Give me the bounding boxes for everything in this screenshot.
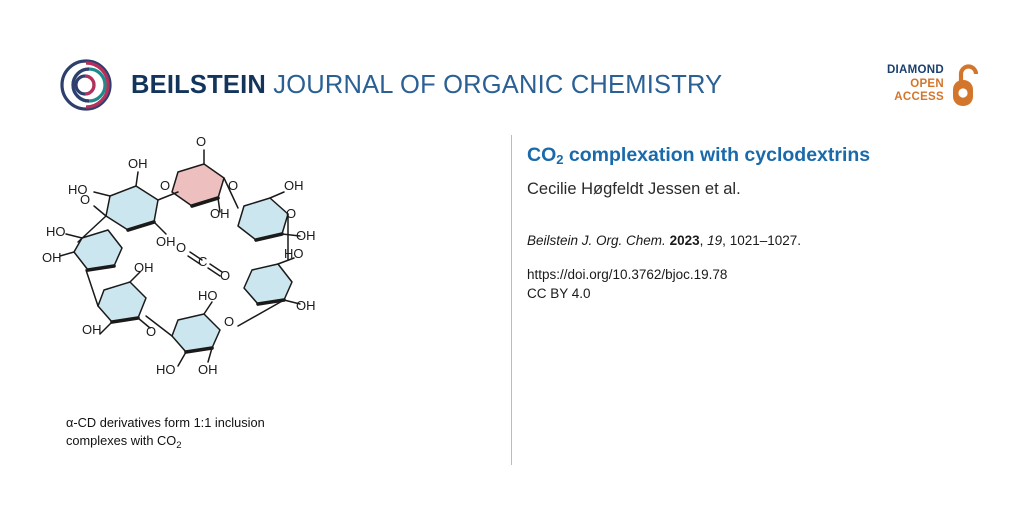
citation-year: 2023 <box>669 233 700 248</box>
label-oh: OH <box>134 260 154 275</box>
article-title-subscript: 2 <box>556 152 564 167</box>
column-divider <box>511 135 512 465</box>
article-citation: Beilstein J. Org. Chem. 2023, 19, 1021–1027. <box>527 233 802 248</box>
journal-title <box>131 71 722 100</box>
caption-line2-subscript: 2 <box>176 440 182 451</box>
label-oh: OH <box>128 156 148 171</box>
open-lock-icon <box>952 62 982 108</box>
article-title-part1: CO <box>527 144 557 166</box>
citation-volume: 19 <box>707 233 723 248</box>
article-authors: Cecilie Høgfeldt Jessen et al. <box>527 180 741 198</box>
label-o: O <box>286 206 297 221</box>
label-o: O <box>228 178 239 193</box>
label-o: O <box>146 324 157 339</box>
article-info <box>527 143 957 303</box>
label-ho: HO <box>156 362 176 377</box>
alpha-cyclodextrin-co2-structure-icon <box>38 130 338 395</box>
label-o: O <box>80 192 91 207</box>
label-o: O <box>176 240 187 255</box>
label-oh: OH <box>82 322 102 337</box>
label-ho: HO <box>68 182 88 197</box>
label-oh: OH <box>210 206 230 221</box>
caption-line1: α-CD derivatives form 1:1 inclusion <box>66 415 265 430</box>
beilstein-spiral-logo-icon <box>58 57 114 113</box>
label-ho: HO <box>284 246 304 261</box>
label-ho: HO <box>198 288 218 303</box>
article-doi-link[interactable]: https://doi.org/10.3762/bjoc.19.78 <box>527 267 728 282</box>
open-access-badge <box>872 62 982 110</box>
open-access-line1: DIAMOND <box>886 64 944 76</box>
label-o: O <box>160 178 171 193</box>
label-ho: HO <box>46 224 66 239</box>
article-license[interactable]: CC BY 4.0 <box>527 286 591 301</box>
label-o: O <box>220 268 231 283</box>
citation-journal: Beilstein J. Org. Chem. <box>527 233 666 248</box>
label-o: O <box>224 314 235 329</box>
label-oh: OH <box>296 228 316 243</box>
open-access-line3: ACCESS <box>894 91 944 103</box>
article-title-part2: complexation with cyclodextrins <box>563 144 871 166</box>
label-c: C <box>198 254 208 269</box>
label-oh: OH <box>198 362 218 377</box>
label-oh: OH <box>42 250 62 265</box>
caption-line2: complexes with CO <box>66 433 177 448</box>
graphical-abstract <box>38 130 338 395</box>
graphical-abstract-caption <box>66 414 346 452</box>
label-oh: OH <box>284 178 304 193</box>
citation-pages: 1021–1027. <box>729 233 802 248</box>
open-access-text <box>872 64 944 105</box>
open-access-line2: OPEN <box>910 77 944 90</box>
journal-title-bold: BEILSTEIN <box>131 71 266 99</box>
page-header <box>0 0 1024 128</box>
label-oh: OH <box>296 298 316 313</box>
label-o: O <box>196 134 207 149</box>
article-title[interactable] <box>527 143 957 169</box>
journal-title-light: JOURNAL OF ORGANIC CHEMISTRY <box>265 71 723 99</box>
label-oh: OH <box>156 234 176 249</box>
article-doi-block <box>527 265 957 303</box>
